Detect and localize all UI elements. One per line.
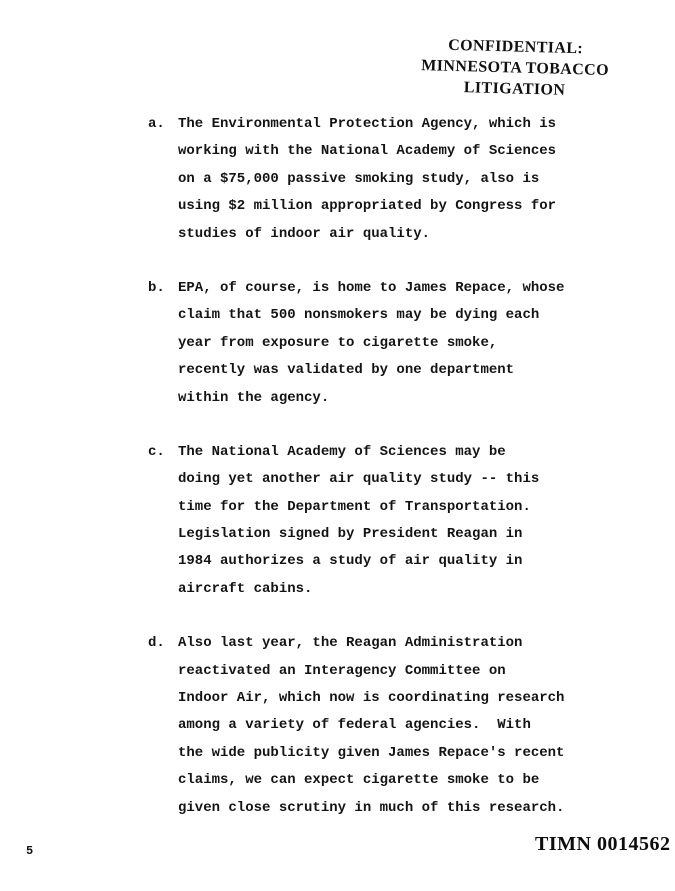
paragraph-lines [178,275,578,412]
bates-number: TIMN 0014562 [535,833,671,855]
body-line: claim that 500 nonsmokers may be dying each [178,307,540,324]
paragraph-letter: b. [148,279,165,296]
paragraph-b [148,275,578,412]
body-line: on a $75,000 passive smoking study, also is [178,170,540,187]
body-line: recently was validated by one department [178,362,515,379]
body-line: The National Academy of Sciences may be [178,443,506,460]
body-line: time for the Department of Transportation. [178,498,531,515]
body-line: using $2 million appropriated by Congress for [178,198,557,215]
paragraph-letter: a. [148,116,165,132]
paragraph-a [148,111,578,248]
body-line: Also last year, the Reagan Administration [178,635,523,652]
body-line: among a variety of federal agencies. With [178,717,531,734]
paragraph-letter: c. [148,443,165,460]
body-line: 1984 authorizes a study of air quality in [178,553,523,570]
body-line: Indoor Air, which now is coordinating research [178,690,565,707]
body-line: The Environmental Protection Agency, which is [178,116,557,132]
paragraph-c [148,439,578,603]
paragraph-lines [178,439,578,603]
paragraph-letter: d. [148,635,165,652]
body-line: within the agency. [178,389,330,406]
body-line: the wide publicity given James Repace's recent [178,744,565,761]
document-body [148,111,578,822]
confidential-label: CONFIDENTIAL: [447,36,584,58]
paragraph-lines [178,630,578,822]
body-line: aircraft cabins. [178,580,313,597]
body-line: doing yet another air quality study -- this [178,471,540,488]
body-line: Legislation signed by President Reagan in [178,526,523,543]
body-line: reactivated an Interagency Committee on [178,662,506,679]
body-line: EPA, of course, is home to James Repace, whose [178,279,565,296]
body-line: given close scrutiny in much of this research. [178,799,565,816]
body-line: studies of indoor air quality. [178,225,431,242]
paragraph-lines [178,111,578,248]
page-number: 5 [26,844,34,858]
litigation-label: MINNESOTA TOBACCO LITIGATION [421,57,610,99]
paragraph-d [148,630,578,822]
body-line: working with the National Academy of Sciences [178,143,557,160]
confidential-stamp [379,33,651,103]
body-line: year from exposure to cigarette smoke, [178,334,498,351]
body-line: claims, we can expect cigarette smoke to be [178,772,540,789]
